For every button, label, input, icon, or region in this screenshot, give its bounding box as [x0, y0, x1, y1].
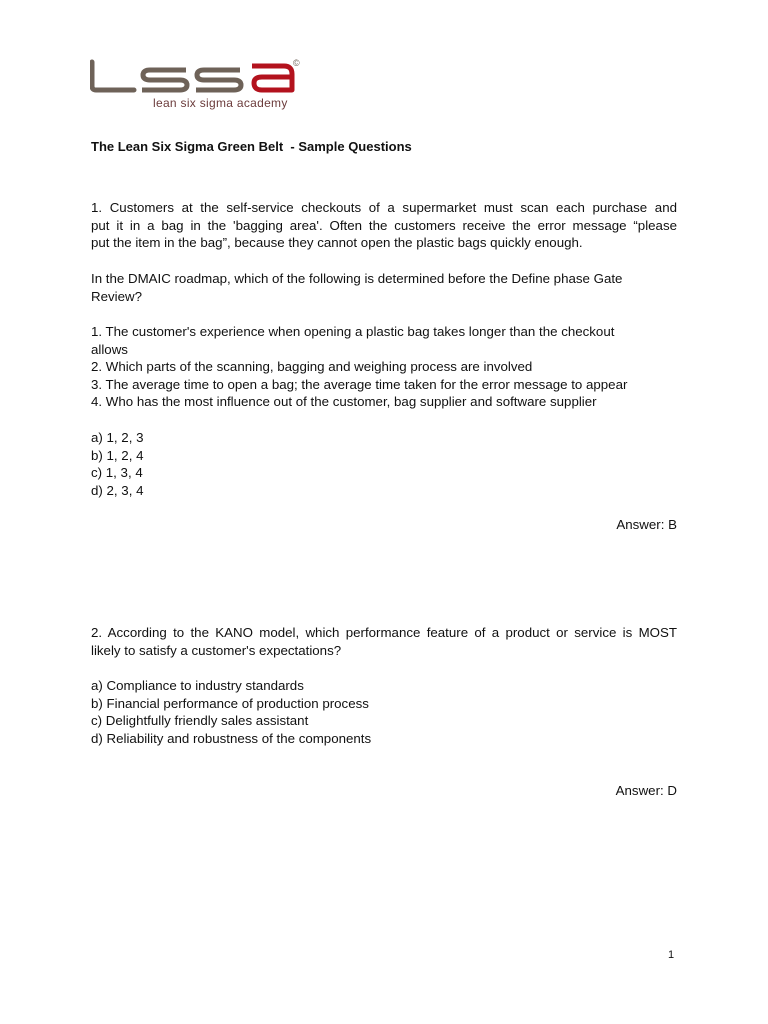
- prompt-line: likely to satisfy a customer's expectations?: [91, 642, 342, 658]
- option-line: d) 2, 3, 4: [91, 482, 144, 498]
- question-2-options: [91, 677, 677, 747]
- question-1-options: [91, 429, 677, 499]
- option-line: b) Financial performance of production process: [91, 695, 369, 711]
- option-line: c) Delightfully friendly sales assistant: [91, 713, 309, 729]
- statement-line: 2. Which parts of the scanning, bagging and weighing process are involved: [91, 359, 533, 375]
- question-1-statements: [91, 323, 677, 411]
- option-line: a) Compliance to industry standards: [91, 678, 304, 693]
- lssa-wordmark-icon: [90, 56, 310, 96]
- statement-line: 1. The customer's experience when opening a plastic bag takes longer than the checkout: [91, 324, 615, 339]
- statement-line: 3. The average time to open a bag; the average time taken for the error message to appear: [91, 376, 628, 392]
- statement-line: 4. Who has the most influence out of the customer, bag supplier and software supplier: [91, 394, 597, 410]
- question-1-prompt: [91, 270, 677, 305]
- document-title: The Lean Six Sigma Green Belt - Sample Questions: [91, 139, 412, 154]
- question-1-scenario: [91, 199, 677, 252]
- question-2-prompt: [91, 624, 677, 659]
- statement-line: allows: [91, 341, 128, 357]
- option-line: c) 1, 3, 4: [91, 465, 143, 481]
- lssa-logo: [90, 56, 310, 116]
- page-number: 1: [668, 949, 675, 961]
- option-line: b) 1, 2, 4: [91, 447, 144, 463]
- option-line: a) 1, 2, 3: [91, 430, 144, 445]
- scenario-line: put it in a bag in the 'bagging area'. Often the customers receive the error message “please: [91, 217, 677, 233]
- prompt-line: 2. According to the KANO model, which performance feature of a product or service is MOST: [91, 625, 677, 640]
- registered-mark: ©: [293, 58, 300, 68]
- prompt-line: In the DMAIC roadmap, which of the following is determined before the Define phase Gate: [91, 271, 623, 286]
- question-1-answer: Answer: B: [616, 517, 677, 532]
- scenario-line: 1. Customers at the self-service checkouts of a supermarket must scan each purchase and: [91, 200, 677, 215]
- option-line: d) Reliability and robustness of the components: [91, 730, 372, 746]
- prompt-line: Review?: [91, 288, 142, 304]
- scenario-line: put the item in the bag”, because they cannot open the plastic bags quickly enough.: [91, 235, 583, 251]
- logo-tagline: lean six sigma academy: [153, 96, 288, 110]
- question-2-answer: Answer: D: [615, 783, 677, 798]
